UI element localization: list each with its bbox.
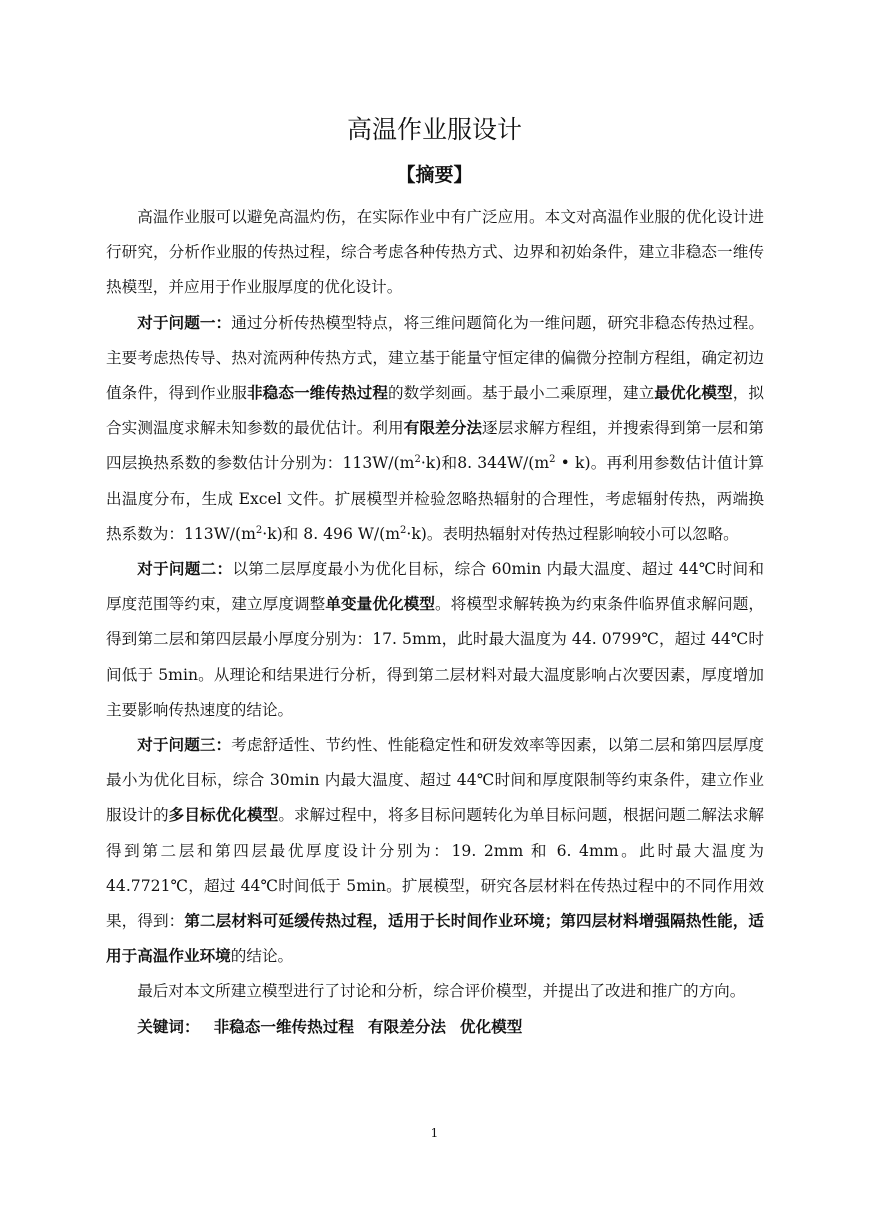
keyword-item: 非稳态一维传热过程 (213, 1017, 354, 1036)
problem-two-text-2: 。将模型求解转换为约束条件临界值求解问题，得到第二层和第四层最小厚度分别为：17. 5mm，此时最大温度为 44. 0799℃，超过 44℃时间低于 5min。从理论和结果进行分析，得到第二层材料对最大温度影响占次要因素，厚度增加主要影响传热速度的结论。 (106, 595, 764, 719)
abstract-heading: 【摘要】 (396, 164, 473, 186)
superscript: 2 (414, 454, 421, 466)
problem-three-text-1: 考虑舒适性、节约性、性能稳定性和研发效率等因素，以第二层和第四层厚度最小为优化目标，综合 30min 内最大温度、超过 44℃时间和厚度限制等约束条件，建立作业服设计的 (106, 736, 764, 825)
keyword-item: 有限差分法 (367, 1017, 446, 1036)
keyword-item: 优化模型 (459, 1017, 523, 1036)
problem-one-emphasis-3: 有限差分法 (403, 419, 483, 438)
problem-one-text-5: ·k)和8. 344W/(m (420, 454, 550, 473)
page-number: 1 (430, 1126, 439, 1140)
problem-one-text-8: ·k)。表明热辐射对传热过程影响较小可以忽略。 (406, 524, 739, 543)
problem-one-emphasis-1: 非稳态一维传热过程 (247, 384, 388, 403)
problem-two-label: 对于问题二： (137, 560, 233, 579)
superscript: 2 (255, 524, 263, 536)
problem-three-paragraph (106, 728, 764, 974)
problem-one-text-7: ·k)和 8. 496 W/(m (262, 524, 401, 543)
superscript: 2 (549, 454, 556, 466)
intro-paragraph: 高温作业服可以避免高温灼伤，在实际作业中有广泛应用。本文对高温作业服的优化设计进行研究，分析作业服的传热过程，综合考虑各种传热方式、边界和初始条件，建立非稳态一维传热模型，并应用于作业服厚度的优化设计。 (106, 208, 764, 297)
abstract-body (106, 200, 764, 1045)
problem-two-paragraph (106, 552, 764, 728)
keywords-label: 关键词： (137, 1017, 200, 1036)
problem-one-text-2: 的数学刻画。基于最小二乘原理，建立 (388, 384, 655, 403)
problem-two-text-1: 以第二层厚度最小为优化目标，综合 60min 内最大温度、超过 44℃时间和厚度范围等约束，建立厚度调整 (106, 560, 764, 614)
problem-one-emphasis-2: 最优化模型 (654, 384, 733, 403)
problem-three-emphasis-2: 第二层材料可延缓传热过程，适用于长时间作业环境；第四层材料增强隔热性能，适用于高温作业环境 (106, 912, 764, 966)
problem-one-text-3: ，拟合实测温度求解未知参数的最优估计。利用 (106, 384, 764, 438)
problem-three-label: 对于问题三： (137, 736, 232, 755)
document-title: 高温作业服设计 (346, 115, 522, 144)
problem-three-emphasis-1: 多目标优化模型 (168, 806, 279, 825)
problem-three-text-2: 。求解过程中，将多目标问题转化为单目标问题，根据问题二解法求解得到第二层和第四层最优厚度设计分别为：19. 2mm 和 6. 4mm。此时最大温度为 44.7721℃，超过 44℃时间低于 5min。扩展模型，研究各层材料在传热过程中的不同作用效果，得到： (106, 806, 764, 931)
keywords-line (106, 1010, 764, 1045)
problem-one-label: 对于问题一： (137, 313, 232, 332)
superscript: 2 (400, 524, 407, 536)
conclusion-paragraph: 最后对本文所建立模型进行了讨论和分析，综合评价模型，并提出了改进和推广的方向。 (137, 982, 746, 1001)
problem-one-text-1: 通过分析传热模型特点，将三维问题简化为一维问题，研究非稳态传热过程。主要考虑热传导、热对流两种传热方式，建立基于能量守恒定律的偏微分控制方程组，确定初边值条件，得到作业服 (106, 313, 764, 403)
problem-three-text-3: 的结论。 (230, 947, 294, 966)
problem-one-paragraph (106, 306, 764, 552)
problem-one-text-6: • k)。再利用参数估计值计算出温度分布，生成 Excel 文件。扩展模型并检验忽略热辐射的合理性，考虑辐射传热，两端换热系数为：113W/(m (106, 454, 764, 543)
problem-one-text-4: 逐层求解方程组，并搜索得到第一层和第四层换热系数的参数估计分别为：113W/(m (106, 419, 764, 473)
problem-two-emphasis-1: 单变量优化模型 (325, 595, 436, 614)
